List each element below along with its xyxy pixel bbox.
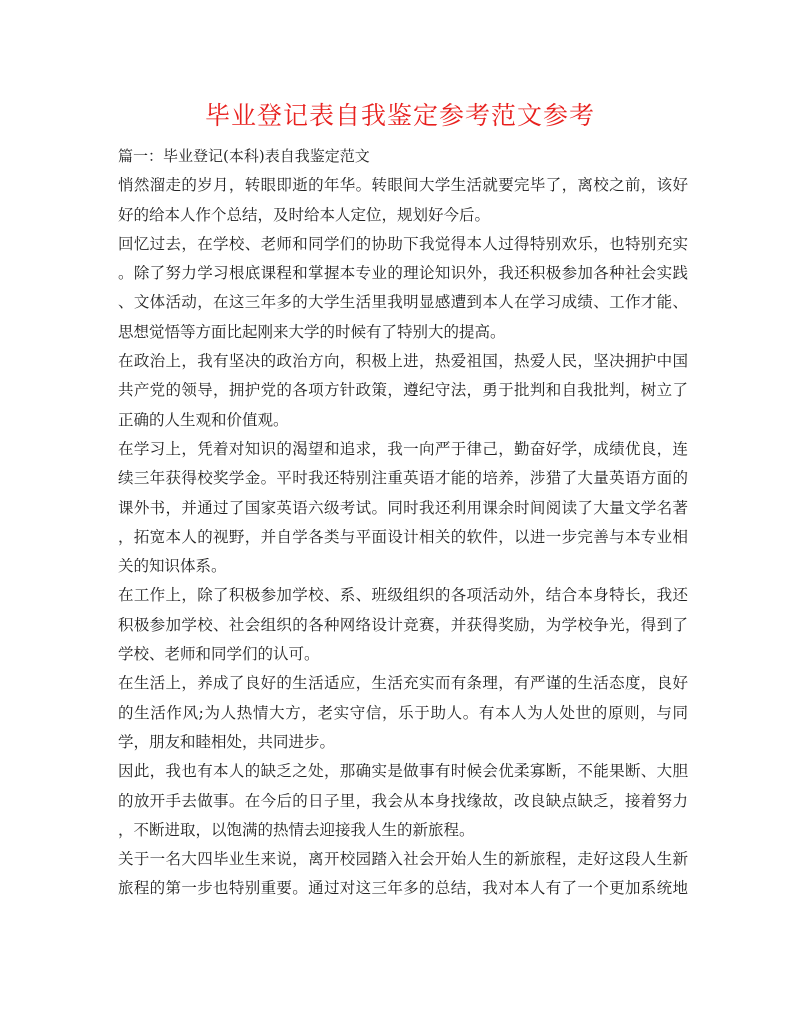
- text-line: 在生活上，养成了良好的生活适应，生活充实而有条理，有严谨的生活态度，良好: [118, 674, 688, 693]
- text-line: 思想觉悟等方面比起刚来大学的时候有了特别大的提高。: [118, 322, 506, 341]
- text-line: 课外书，并通过了国家英语六级考试。同时我还利用课余时间阅读了大量文学名著: [118, 498, 688, 517]
- text-line: 在学习上，凭着对知识的渴望和追求，我一向严于律己，勤奋好学，成绩优良，连: [118, 439, 688, 458]
- text-line: 关于一名大四毕业生来说，离开校园踏入社会开始人生的新旅程，走好这段人生新: [118, 850, 688, 869]
- text-line: 回忆过去，在学校、老师和同学们的协助下我觉得本人过得特别欢乐，也特别充实: [118, 234, 688, 253]
- text-line: 、文体活动，在这三年多的大学生活里我明显感遭到本人在学习成绩、工作才能、: [118, 293, 688, 312]
- text-line: 悄然溜走的岁月，转眼即逝的年华。转眼间大学生活就要完毕了，离校之前，该好: [118, 176, 688, 195]
- text-line: 的放开手去做事。在今后的日子里，我会从本身找缘故，改良缺点缺乏，接着努力: [118, 791, 688, 810]
- text-line: 好的给本人作个总结，及时给本人定位，规划好今后。: [118, 205, 491, 224]
- text-line: 积极参加学校、社会组织的各种网络设计竞赛，并获得奖励，为学校争光，得到了: [118, 615, 688, 634]
- text-line: ，拓宽本人的视野，并自学各类与平面设计相关的软件，以进一步完善与本专业相: [118, 527, 688, 546]
- text-line: 在工作上，除了积极参加学校、系、班级组织的各项活动外，结合本身特长，我还: [118, 586, 688, 605]
- text-line: 因此，我也有本人的缺乏之处，那确实是做事有时候会优柔寡断，不能果断、大胆: [118, 762, 688, 781]
- text-line: ，不断进取，以饱满的热情去迎接我人生的新旅程。: [118, 820, 475, 839]
- document-subtitle: 篇一：毕业登记(本科)表自我鉴定范文: [118, 147, 370, 165]
- text-line: 正确的人生观和价值观。: [118, 410, 289, 429]
- document-body: [118, 142, 688, 904]
- document-title: 毕业登记表自我鉴定参考范文参考: [204, 101, 595, 130]
- text-line: 共产党的领导，拥护党的各项方针政策，遵纪守法，勇于批判和自我批判，树立了: [118, 381, 688, 400]
- text-line: 学，朋友和睦相处，共同进步。: [118, 732, 336, 751]
- text-line: 在政治上，我有坚决的政治方向，积极上进，热爱祖国，热爱人民，坚决拥护中国: [118, 352, 688, 371]
- text-line: 的生活作风;为人热情大方，老实守信，乐于助人。有本人为人处世的原则，与同: [118, 703, 688, 722]
- text-line: 。除了努力学习根底课程和掌握本专业的理论知识外，我还积极参加各种社会实践: [118, 264, 688, 283]
- text-line: 关的知识体系。: [118, 557, 227, 576]
- text-line: 学校、老师和同学们的认可。: [118, 645, 320, 664]
- text-line: 续三年获得校奖学金。平时我还特别注重英语才能的培养，涉猎了大量英语方面的: [118, 469, 688, 488]
- text-line: 旅程的第一步也特别重要。通过对这三年多的总结，我对本人有了一个更加系统地: [118, 879, 688, 898]
